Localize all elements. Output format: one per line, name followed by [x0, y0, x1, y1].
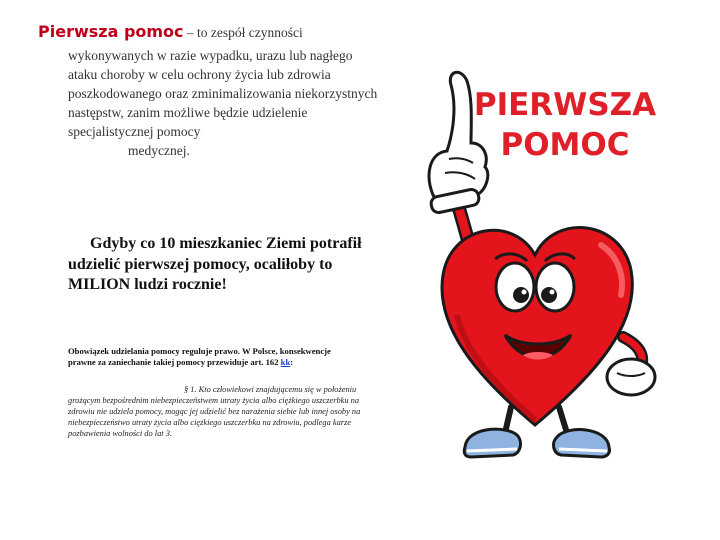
- statistic-callout: Gdyby co 10 mieszkaniec Ziemi potrafił udzielić pierwszej pomocy, ocaliłoby to MILION ludzi rocznie!: [68, 235, 362, 293]
- kk-link[interactable]: kk: [280, 357, 291, 367]
- legal-note-text: Obowiązek udzielania pomocy reguluje prawo. W Polsce, konsekwencje prawne za zaniechanie takiej pomocy przewiduje art. 162: [68, 346, 331, 367]
- heart-body: [442, 228, 632, 425]
- heading-rest: – to zespół czynności: [183, 25, 303, 40]
- law-quote-first-line: § 1. Kto człowiekowi znajdującemu się w położeniu: [184, 385, 357, 394]
- law-quote-body: grożącym bezpośrednim niebezpieczeństwem utraty życia albo ciężkiego uszczerbku na zdrowiu nie udziela pomocy, mogąc jej udzielić bez narażenia siebie lub innej osoby na niebezpieczeństwo utraty życia albo ciężkiego uszczerbku na zdrowiu, podlega karze pozbawienia wolności do lat 3.: [68, 396, 361, 438]
- left-shoe-icon: [464, 429, 520, 457]
- right-leg: [559, 407, 567, 433]
- heading-term: Pierwsza pomoc: [38, 22, 184, 41]
- first-aid-heart-mascot-image: [395, 55, 675, 465]
- definition-paragraph: [68, 46, 378, 160]
- definition-body: wykonywanych w razie wypadku, urazu lub nagłego ataku choroby w celu ochrony życia lub zdrowia poszkodowanego oraz zminimalizowania niekorzystnych następstw, zanim możliwe będzie udzielenie specjalistycznej pomocy: [68, 48, 378, 139]
- mascot-title-line1: PIERWSZA: [473, 87, 657, 123]
- mascot-title-line2: POMOC: [500, 127, 630, 163]
- heading: [38, 22, 398, 42]
- resting-glove-icon: [607, 337, 655, 395]
- legal-note: [68, 346, 358, 368]
- definition-last-word: medycznej.: [128, 143, 190, 158]
- right-shoe-icon: [554, 430, 610, 457]
- legal-note-colon: :: [290, 357, 294, 367]
- law-quote: [68, 384, 363, 439]
